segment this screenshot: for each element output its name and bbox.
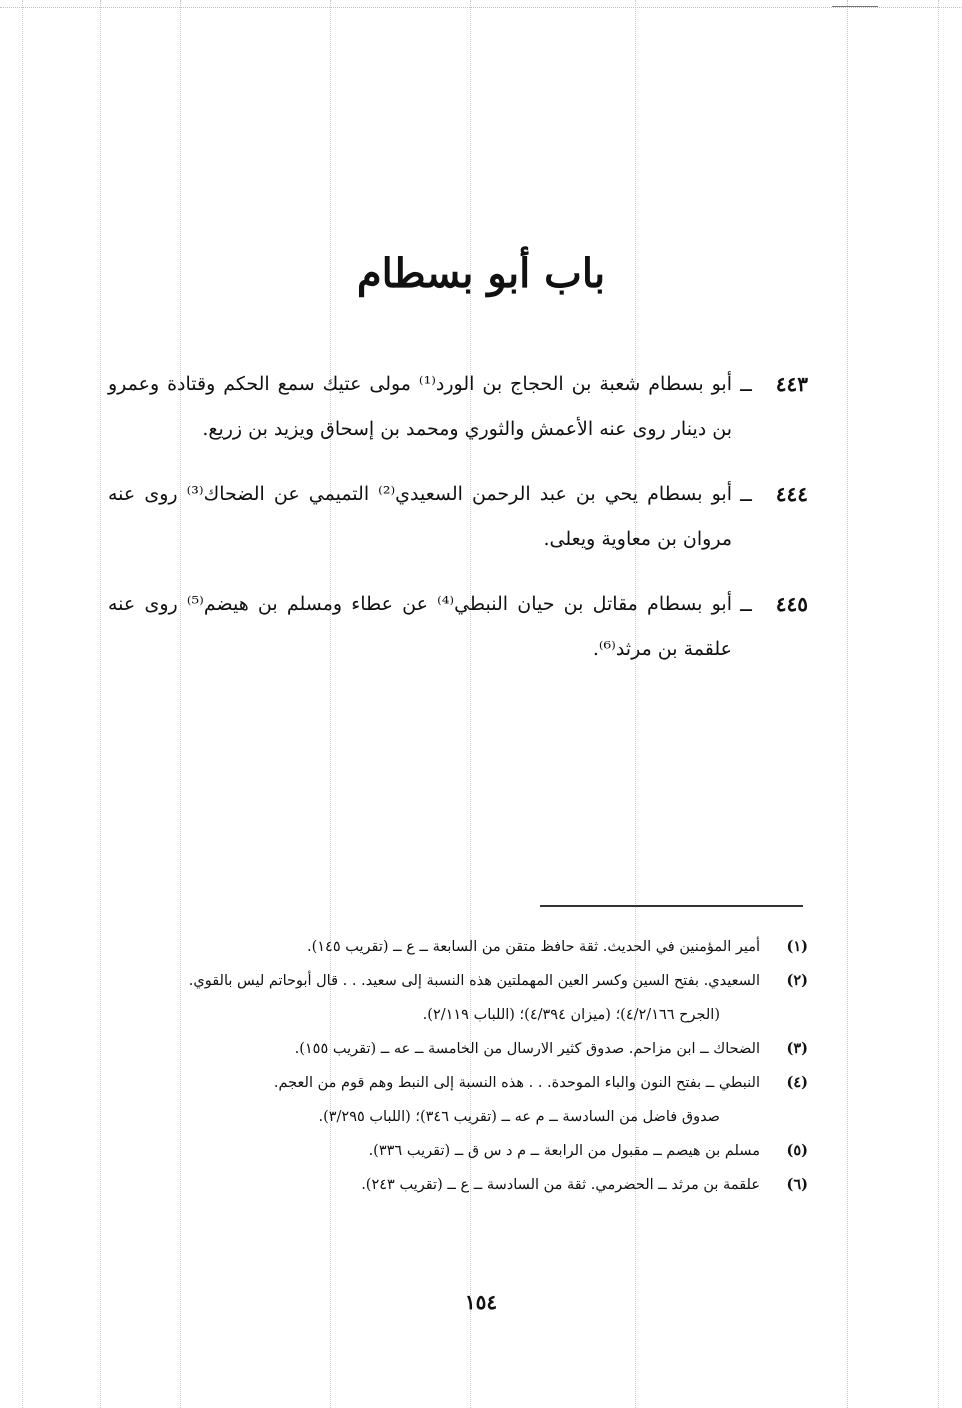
footnote-number: (٤) (786, 1074, 808, 1091)
entry-dash: ــ (740, 592, 752, 616)
footnote-number: (٣) (786, 1040, 808, 1057)
footnote-number: (٥) (786, 1142, 808, 1159)
footnote-2 (108, 964, 808, 998)
entry-dash: ــ (740, 482, 752, 506)
scan-guide-line (938, 0, 939, 1408)
entry-text: أبو بسطام شعبة بن الحجاج بن الورد⁽¹⁾ مولى عتيك سمع الحكم وقتادة وعمرو بن دينار روى عنه الأعمش والثوري ومحمد بن إسحاق ويزيد بن زريع. (108, 373, 732, 440)
scan-guide-line (100, 0, 101, 1408)
footnotes-list (108, 930, 808, 1202)
scan-guide-line (22, 0, 23, 1408)
footnote-text: مسلم بن هيصم ــ مقبول من الرابعة ــ م د س ق ــ (تقريب ٣٣٦). (368, 1143, 760, 1159)
entries-list (108, 362, 808, 692)
page-title: باب أبو بسطام (356, 250, 606, 297)
footnote-2-references: (الجرح ٤/٢/١٦٦)؛ (ميزان ٤/٣٩٤)؛ (اللباب ٢/١١٩). (422, 1007, 720, 1023)
entry-444 (108, 472, 808, 562)
footnote-text: النبطي ــ بفتح النون والباء الموحدة. . . هذه النسبة إلى النبط وهم قوم من العجم. (273, 1075, 760, 1091)
footnote-text: السعيدي. بفتح السين وكسر العين المهملتين هذه النسبة إلى سعيد. . . قال أبوحاتم ليس بالقوي. (188, 973, 760, 989)
footnote-3 (108, 1032, 808, 1066)
footnote-text: علقمة بن مرثد ــ الحضرمي. ثقة من السادسة ــ ع ــ (تقريب ٢٤٣). (361, 1177, 760, 1193)
entry-text: أبو بسطام مقاتل بن حيان النبطي⁽⁴⁾ عن عطاء ومسلم بن هيضم⁽⁵⁾ روى عنه علقمة بن مرثد⁽⁶⁾. (108, 593, 733, 660)
corner-mark (832, 6, 878, 7)
footnote-number: (٢) (786, 972, 808, 989)
footnote-5 (108, 1134, 808, 1168)
page-number: ١٥٤ (464, 1290, 498, 1314)
footnote-1 (108, 930, 808, 964)
footnote-separator (540, 905, 803, 907)
scan-guide-line (847, 0, 848, 1408)
footnote-text: الضحاك ــ ابن مزاحم. صدوق كثير الارسال من الخامسة ــ عه ــ (تقريب ١٥٥). (294, 1041, 760, 1057)
footnote-4 (108, 1066, 808, 1100)
entry-dash: ــ (740, 372, 752, 396)
entry-text: أبو بسطام يحي بن عبد الرحمن السعيدي⁽²⁾ التميمي عن الضحاك⁽³⁾ روى عنه مروان بن معاوية ويعلى. (108, 483, 732, 550)
entry-number: ٤٤٤ (775, 482, 808, 506)
footnote-number: (١) (786, 938, 808, 955)
footnote-text: أمير المؤمنين في الحديث. ثقة حافظ متقن من السابعة ــ ع ــ (تقريب ١٤٥). (306, 939, 760, 955)
entry-number: ٤٤٣ (775, 372, 808, 396)
scan-guide-line (0, 7, 962, 8)
footnote-number: (٦) (786, 1176, 808, 1193)
entry-number: ٤٤٥ (775, 592, 808, 616)
entry-445 (108, 582, 808, 672)
entry-443 (108, 362, 808, 452)
footnote-6 (108, 1168, 808, 1202)
footnote-4-references: صدوق فاضل من السادسة ــ م عه ــ (تقريب ٣٤٦)؛ (اللباب ٣/٢٩٥). (318, 1109, 720, 1125)
